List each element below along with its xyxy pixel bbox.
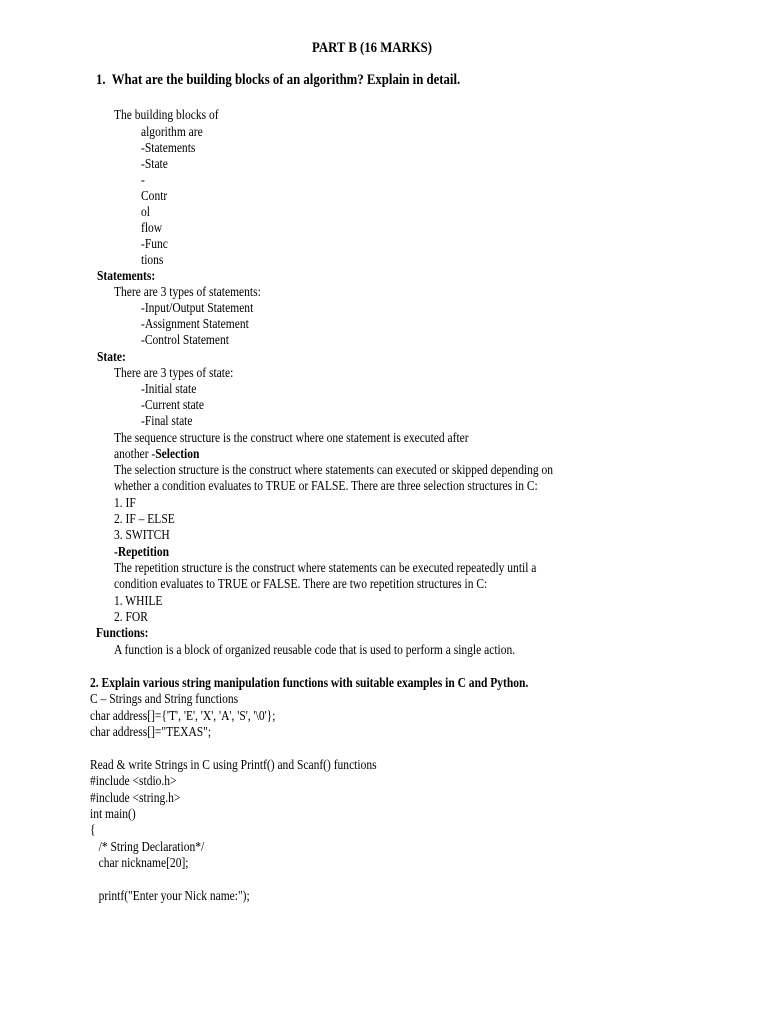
code-line: /* String Declaration*/ — [90, 839, 205, 854]
question-2-sub: C – Strings and String functions — [90, 691, 239, 706]
statements-heading: Statements: — [97, 268, 156, 283]
state-heading: State: — [97, 349, 126, 364]
sequence-line: The sequence structure is the construct where one statement is executed after — [114, 430, 469, 445]
question-1: 1. What are the building blocks of an algorithm? Explain in detail. — [96, 72, 461, 88]
code-line: #include <stdio.h> — [90, 773, 177, 788]
question-2: 2. Explain various string manipulation functions with suitable examples in C and Python. — [90, 675, 529, 690]
selection-desc-2: whether a condition evaluates to TRUE or FALSE. There are three selection structures in C: — [114, 478, 538, 493]
repetition-desc-2: condition evaluates to TRUE or FALSE. There are two repetition structures in C: — [114, 576, 488, 591]
code-line: { — [90, 822, 96, 837]
code-line: int main() — [90, 806, 136, 821]
block-item: flow — [141, 220, 163, 235]
block-item: -State — [141, 156, 168, 171]
read-write-heading: Read & write Strings in C using Printf() and Scanf() functions — [90, 757, 377, 772]
repetition-item: 2. FOR — [114, 609, 148, 624]
intro-line-2: algorithm are — [141, 124, 203, 139]
sequence-cont-text: another - — [114, 446, 156, 461]
page-title: PART B (16 MARKS) — [312, 40, 433, 56]
intro-line-1: The building blocks of — [114, 107, 219, 122]
functions-desc: A function is a block of organized reusable code that is used to perform a single action. — [114, 642, 516, 657]
code-line: char address[]={'T', 'E', 'X', 'A', 'S', '\0'}; — [90, 708, 276, 723]
state-type: -Initial state — [141, 381, 197, 396]
statement-type: -Control Statement — [141, 332, 229, 347]
block-item: -Func — [141, 236, 168, 251]
statements-intro: There are 3 types of statements: — [114, 284, 261, 299]
block-item: -Statements — [141, 140, 196, 155]
selection-desc-1: The selection structure is the construct where statements can executed or skipped depending on — [114, 462, 554, 477]
sequence-continuation — [114, 446, 199, 462]
statement-type: -Input/Output Statement — [141, 300, 254, 315]
block-item: tions — [141, 252, 164, 267]
block-item: ol — [141, 204, 150, 219]
selection-item: 3. SWITCH — [114, 527, 170, 542]
selection-item: 1. IF — [114, 495, 136, 510]
code-line: #include <string.h> — [90, 790, 181, 805]
block-item: - — [141, 172, 145, 187]
repetition-desc-1: The repetition structure is the construct where statements can be executed repeatedly until a — [114, 560, 537, 575]
repetition-item: 1. WHILE — [114, 593, 163, 608]
state-intro: There are 3 types of state: — [114, 365, 234, 380]
code-line: printf("Enter your Nick name:"); — [90, 888, 250, 903]
state-type: -Final state — [141, 413, 193, 428]
selection-label: Selection — [155, 446, 200, 461]
repetition-label: -Repetition — [114, 544, 170, 559]
block-item: Contr — [141, 188, 168, 203]
selection-item: 2. IF – ELSE — [114, 511, 175, 526]
statement-type: -Assignment Statement — [141, 316, 249, 331]
state-type: -Current state — [141, 397, 204, 412]
functions-heading: Functions: — [96, 625, 149, 640]
code-line: char address[]="TEXAS"; — [90, 724, 212, 739]
code-line: char nickname[20]; — [90, 855, 189, 870]
